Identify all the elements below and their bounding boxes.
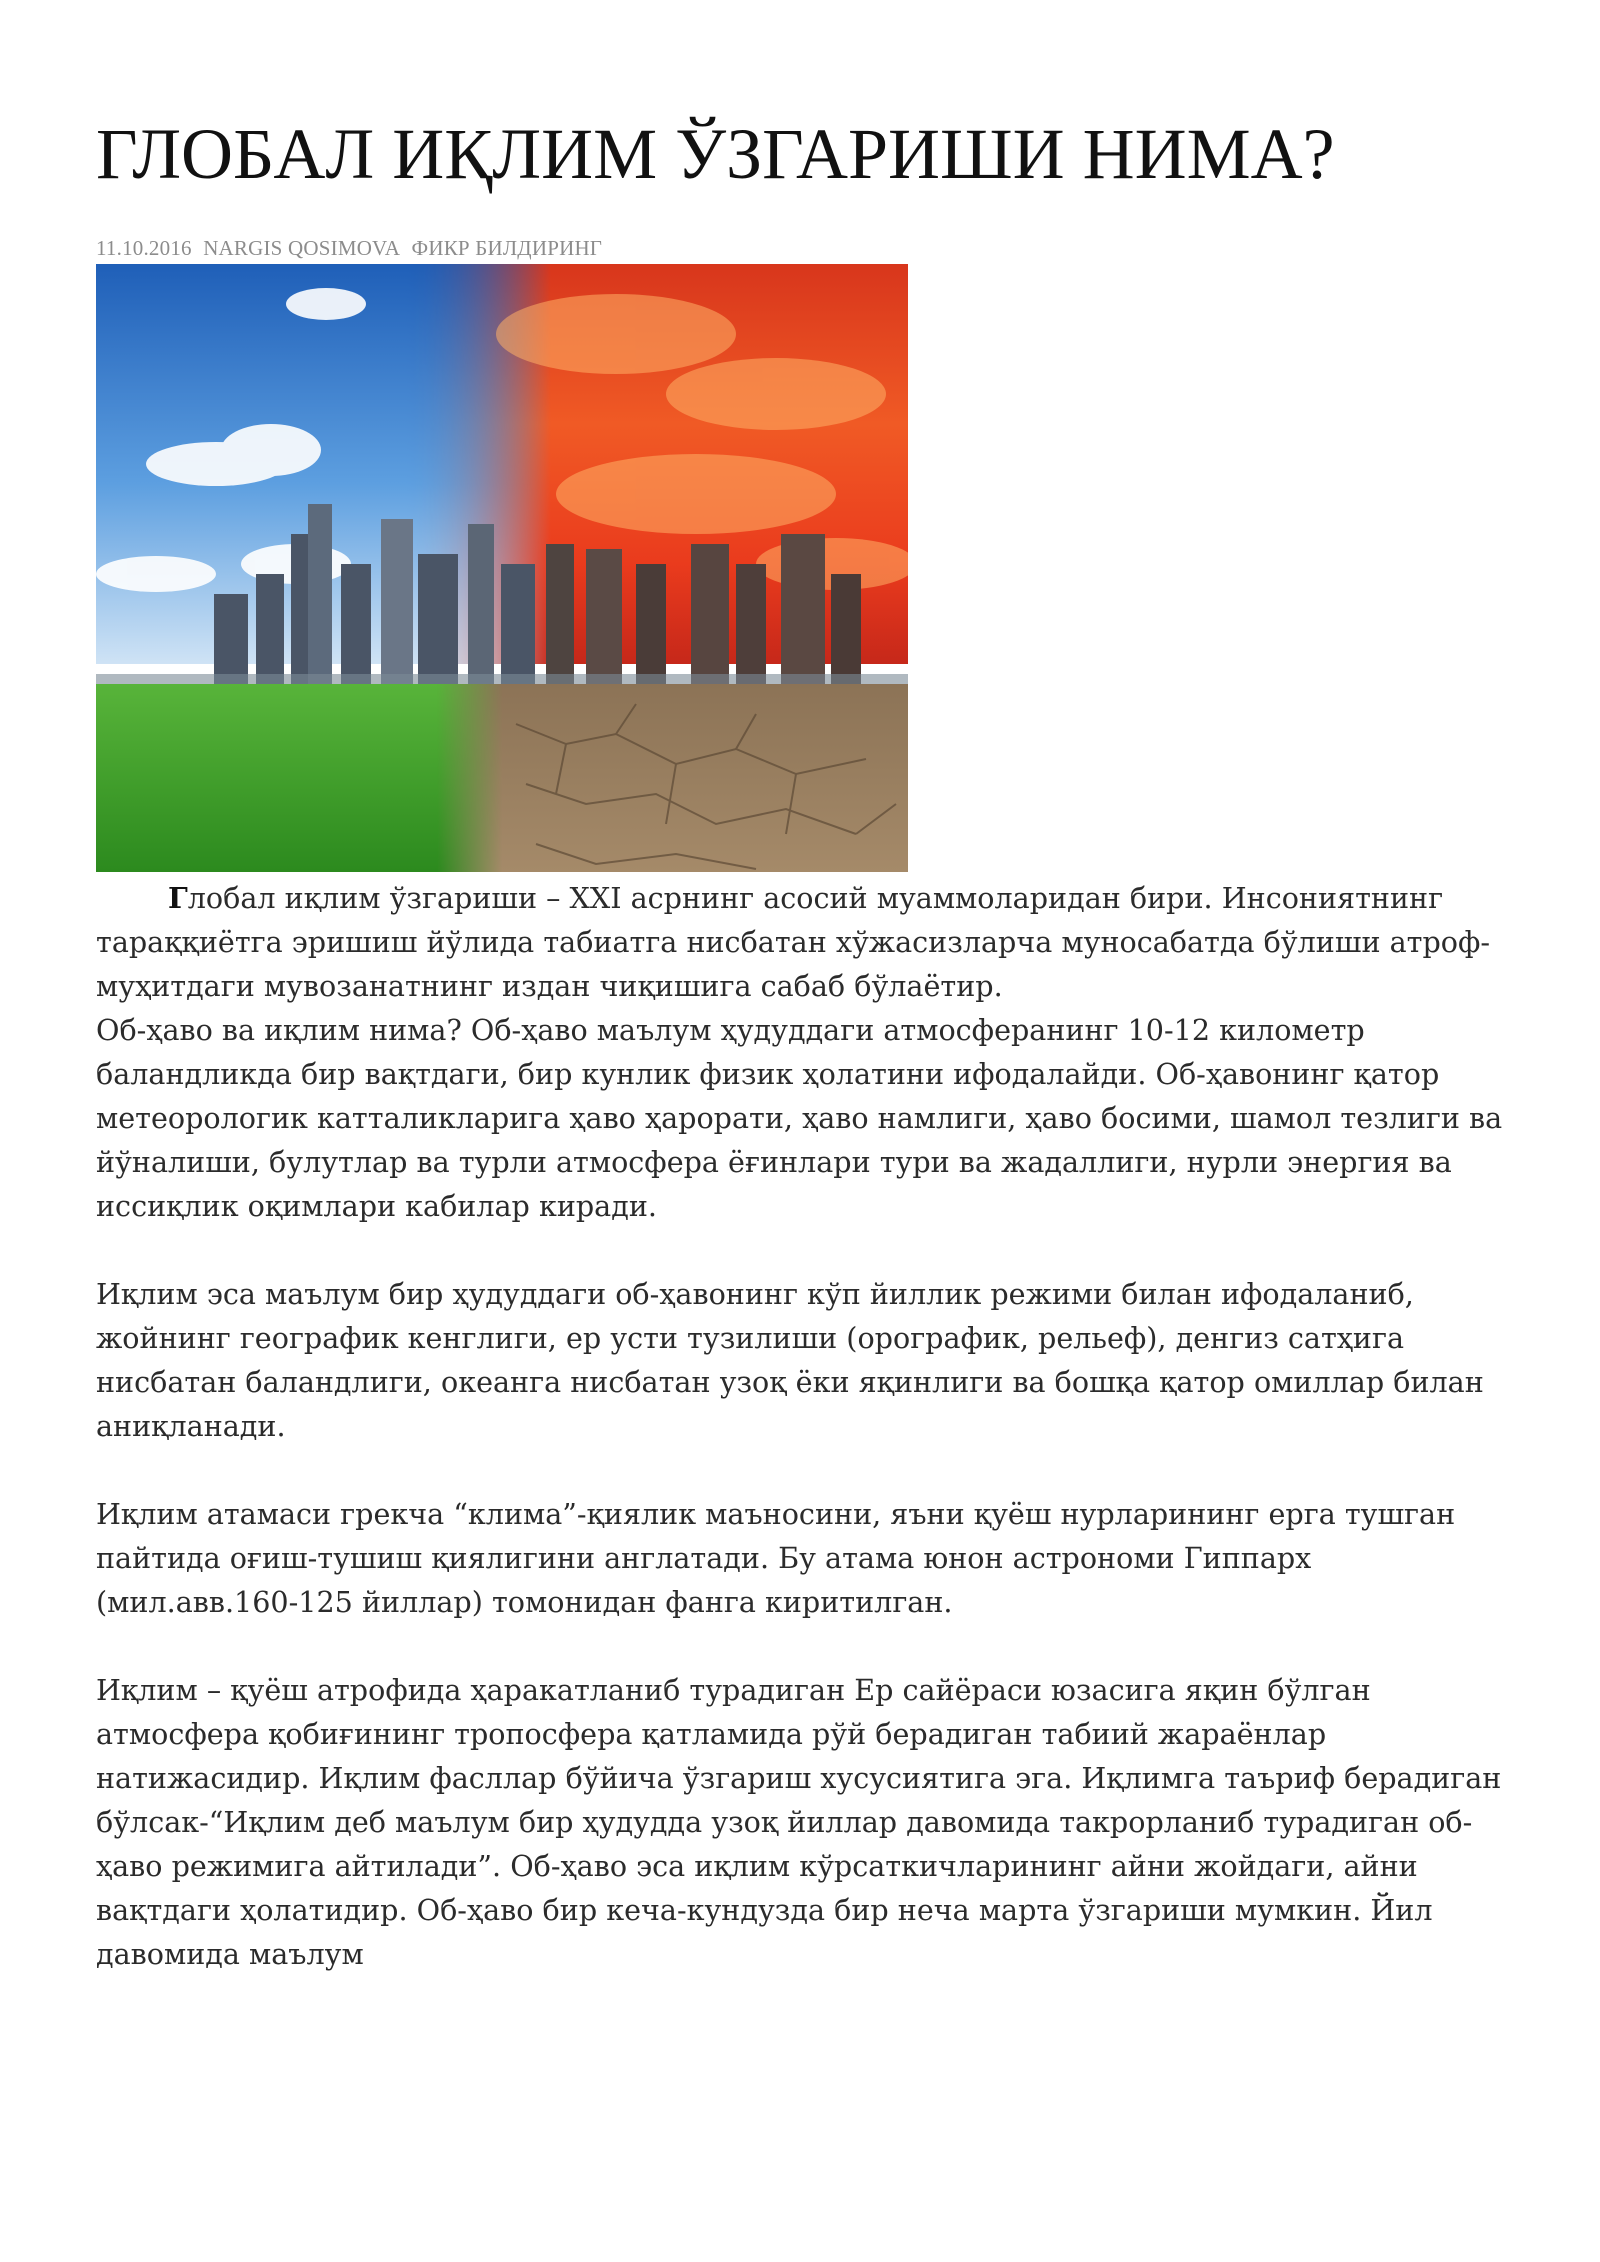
article-paragraph: Иқлим атамаси грекча “клима”-қиялик маъносини, яъни қуёш нурларининг ерга тушган пайтида оғиш-тушиш қиялигини англатади. Бу атама юнон астрономи Гиппарх (мил.авв.160-125 йиллар) томонидан фанга киритилган. xyxy=(96,1497,1456,1619)
intro-paragraph xyxy=(96,876,1516,1008)
comment-link[interactable]: ФИКР БИЛДИРИНГ xyxy=(411,236,603,260)
article-paragraph: Иқлим – қуёш атрофида ҳаракатланиб турадиган Ер сайёраси юзасига яқин бўлган атмосфера қобиғининг тропосфера қатламида рўй берадиган табиий жараёнлар натижасидир. Иқлим фасллар бўйича ўзгариш хусусиятига эга. Иқлимга таъриф берадиган бўлсак-“Иқлим деб маълум бир ҳудудда узоқ йиллар давомида такрорланиб турадиган об-ҳаво режимига айтилади”. Об-ҳаво эса иқлим кўрсаткичларининг айни жойдаги, айни вақтдаги ҳолатидир. Об-ҳаво бир кеча-кундузда бир неча марта ўзгариши мумкин. Йил давомида маълум xyxy=(96,1673,1502,1971)
post-date[interactable]: 11.10.2016 xyxy=(96,236,192,260)
article-paragraph: Иқлим эса маълум бир ҳудуддаги об-ҳавонинг кўп йиллик режими билан ифодаланиб, жойнинг географик кенглиги, ер усти тузилиши (орографик, рельеф), денгиз сатҳига нисбатан баландлиги, океанга нисбатан узоқ ёки яқинлиги ва бошқа қатор омиллар билан аниқланади. xyxy=(96,1277,1484,1443)
article-body xyxy=(96,876,1516,2020)
article-paragraph: Об-ҳаво ва иқлим нима? Об-ҳаво маълум ҳудуддаги атмосферанинг 10-12 километр баландликда бир вақтдаги, бир кунлик физик ҳолатини ифодалайди. Об-ҳавонинг қатор метеорологик катталикларига ҳаво ҳарорати, ҳаво намлиги, ҳаво босими, шамол тезлиги ва йўналиши, булутлар ва турли атмосфера ёғинлари тури ва жадаллиги, нурли энергия ва иссиқлик оқимлари кабилар киради. xyxy=(96,1013,1503,1223)
post-meta xyxy=(96,236,608,261)
post-author[interactable]: NARGIS QOSIMOVA xyxy=(203,236,401,260)
intro-text: лобал иқлим ўзгариши – XXI асрнинг асосий муаммоларидан бири. Инсониятнинг тараққиётга эришиш йўлида табиатга нисбатан хўжасизларча муносабатда бўлиши атроф-муҳитдаги мувозанатнинг издан чиқишига сабаб бўлаётир. xyxy=(96,881,1491,1003)
drop-cap: Г xyxy=(168,881,188,915)
hero-image xyxy=(96,264,908,872)
page-title: ГЛОБАЛ ИҚЛИМ ЎЗГАРИШИ НИМА? xyxy=(96,114,1335,194)
